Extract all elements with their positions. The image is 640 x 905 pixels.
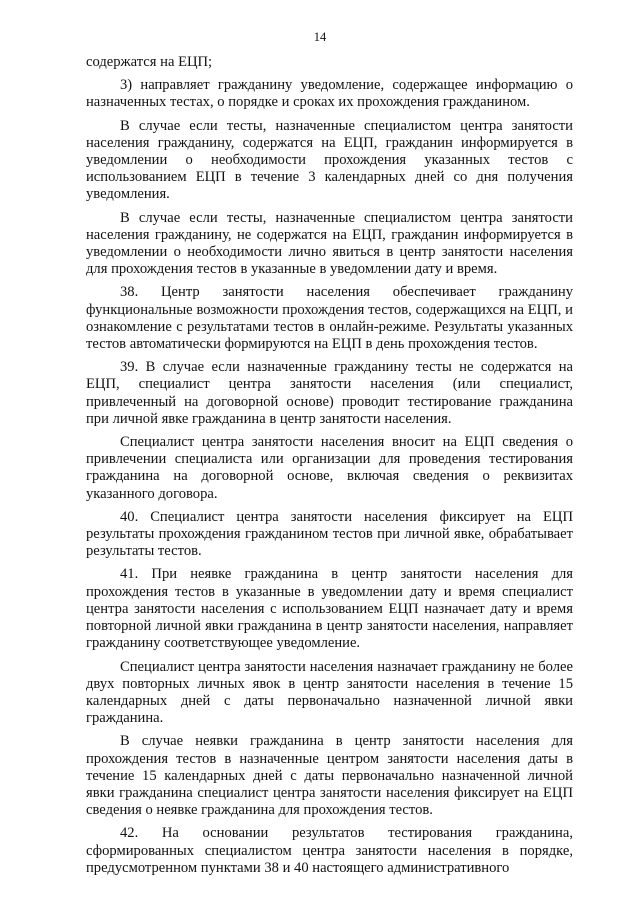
- document-body: [86, 54, 573, 883]
- page-number: 14: [313, 30, 327, 44]
- paragraph: Специалист центра занятости населения назначает гражданину не более двух повторных личных явок в центр занятости населения в течение 15 календарных дней с даты первоначально назначенной личной явки гражданина.: [86, 658, 573, 727]
- paragraph: содержатся на ЕЦП;: [86, 54, 213, 70]
- paragraph: В случае если тесты, назначенные специалистом центра занятости населения гражданину, не содержатся на ЕЦП, гражданин информируется в уведомлении о необходимости лично явиться в центр занятости населения для прохождения тестов в указанные в уведомлении дату и время.: [86, 209, 573, 278]
- paragraph: В случае если тесты, назначенные специалистом центра занятости населения гражданину, содержатся на ЕЦП, гражданин информируется в уведомлении о необходимости прохождения указанных тестов с использованием ЕЦП в течение 3 календарных дней со дня получения уведомления.: [86, 117, 573, 203]
- paragraph: 38. Центр занятости населения обеспечивает гражданину функциональные возможности прохождения тестов, содержащихся на ЕЦП, и ознакомление с результатами тестов в онлайн-режиме. Результаты указанных тестов автоматически формируются на ЕЦП в день прохождения тестов.: [86, 284, 573, 353]
- paragraph: 39. В случае если назначенные гражданину тесты не содержатся на ЕЦП, специалист центра занятости населения (или специалист, привлеченный на договорной основе) проводит тестирование гражданина при личной явке гражданина в центр занятости населения.: [86, 359, 573, 427]
- paragraph: 41. При неявке гражданина в центр занятости населения для прохождения тестов в указанные в уведомлении дату и время специалист центра занятости населения с использованием ЕЦП назначает дату и время повторной личной явки гражданина в центр занятости населения, направляет гражданину соответствующее уведомление.: [86, 566, 573, 652]
- paragraph: Специалист центра занятости населения вносит на ЕЦП сведения о привлечении специалиста или организации для проведения тестирования гражданина на договорной основе, включая сведения о реквизитах указанного договора.: [86, 434, 573, 502]
- paragraph: 40. Специалист центра занятости населения фиксирует на ЕЦП результаты прохождения гражданином тестов при личной явке, обрабатывает результаты тестов.: [86, 508, 573, 560]
- paragraph: 3) направляет гражданину уведомление, содержащее информацию о назначенных тестах, о порядке и сроках их прохождения гражданином.: [86, 77, 573, 111]
- paragraph: В случае неявки гражданина в центр занятости населения для прохождения тестов в назначенные центром занятости населения даты в течение 15 календарных дней с даты первоначально назначенной личной явки гражданина специалист центра занятости населения фиксирует на ЕЦП сведения о неявке гражданина для прохождения тестов.: [86, 733, 573, 819]
- paragraph: 42. На основании результатов тестирования гражданина, сформированных специалистом центра занятости населения в порядке, предусмотренном пунктами 38 и 40 настоящего административного: [86, 825, 573, 876]
